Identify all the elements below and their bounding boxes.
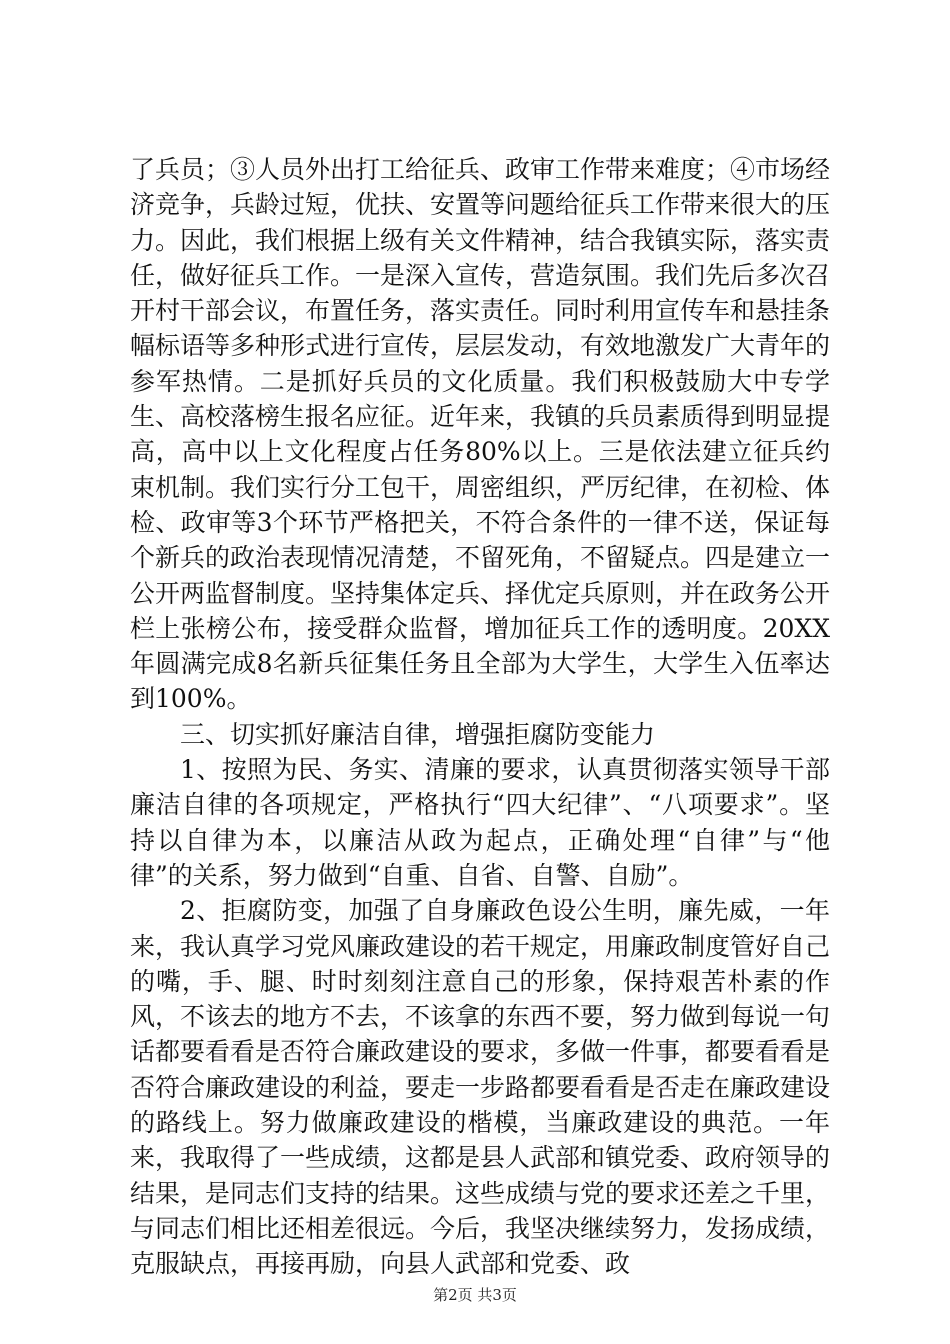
page-number-footer: 第2页 共3页 — [433, 1286, 517, 1304]
paragraph-recruitment: 了兵员；③人员外出打工给征兵、政审工作带来难度；④市场经济竞争，兵龄过短，优扶、安置等问题给征兵工作带来很大的压力。因此，我们根据上级有关文件精神，结合我镇实际，落实责任，做好征兵工作。一是深入宣传，营造氛围。我们先后多次召开村干部会议，布置任务，落实责任。同时利用宣传车和悬挂条幅标语等多种形式进行宣传，层层发动，有效地激发广大青年的参军热情。二是抓好兵员的文化质量。我们积极鼓励大中专学生、高校落榜生报名应征。近年来，我镇的兵员素质得到明显提高，高中以上文化程度占任务80%以上。三是依法建立征兵约束机制。我们实行分工包干，周密组织，严厉纪律，在初检、体检、政审等3个环节严格把关，不符合条件的一律不送，保证每个新兵的政治表现情况清楚，不留死角，不留疑点。四是建立一公开两监督制度。坚持集体定兵、择优定兵原则，并在政务公开栏上张榜公布，接受群众监督，增加征兵工作的透明度。20XX年圆满完成8名新兵征集任务且全部为大学生，大学生入伍率达到100%。 — [130, 155, 831, 714]
paragraph-anti-corruption: 2、拒腐防变，加强了自身廉政色设公生明，廉先威，一年来，我认真学习党风廉政建设的若干规定，用廉政制度管好自己的嘴，手、腿、时时刻刻注意自己的形象，保持艰苦朴素的作风，不该去的地方不去，不该拿的东西不要，努力做到每说一句话都要看看是否符合廉政建设的要求，多做一件事，都要看看是否符合廉政建设的利益，要走一步路都要看看是否走在廉政建设的路线上。努力做廉政建设的楷模，当廉政建设的典范。一年来，我取得了一些成绩，这都是县人武部和镇党委、政府领导的结果，是同志们支持的结果。这些成绩与党的要求还差之千里，与同志们相比还相差很远。今后，我坚决继续努力，发扬成绩，克服缺点，再接再励，向县人武部和党委、政 — [130, 896, 831, 1279]
body-text — [130, 152, 830, 1282]
paragraph-self-discipline: 1、按照为民、务实、清廉的要求，认真贯彻落实领导干部廉洁自律的各项规定，严格执行“四大纪律”、“八项要求”。坚持以自律为本，以廉洁从政为起点，正确处理“自律”与“他律”的关系，努力做到“自重、自省、自警、自励”。 — [130, 755, 830, 890]
section-heading-integrity: 三、切实抓好廉洁自律，增强拒腐防变能力 — [180, 719, 656, 749]
